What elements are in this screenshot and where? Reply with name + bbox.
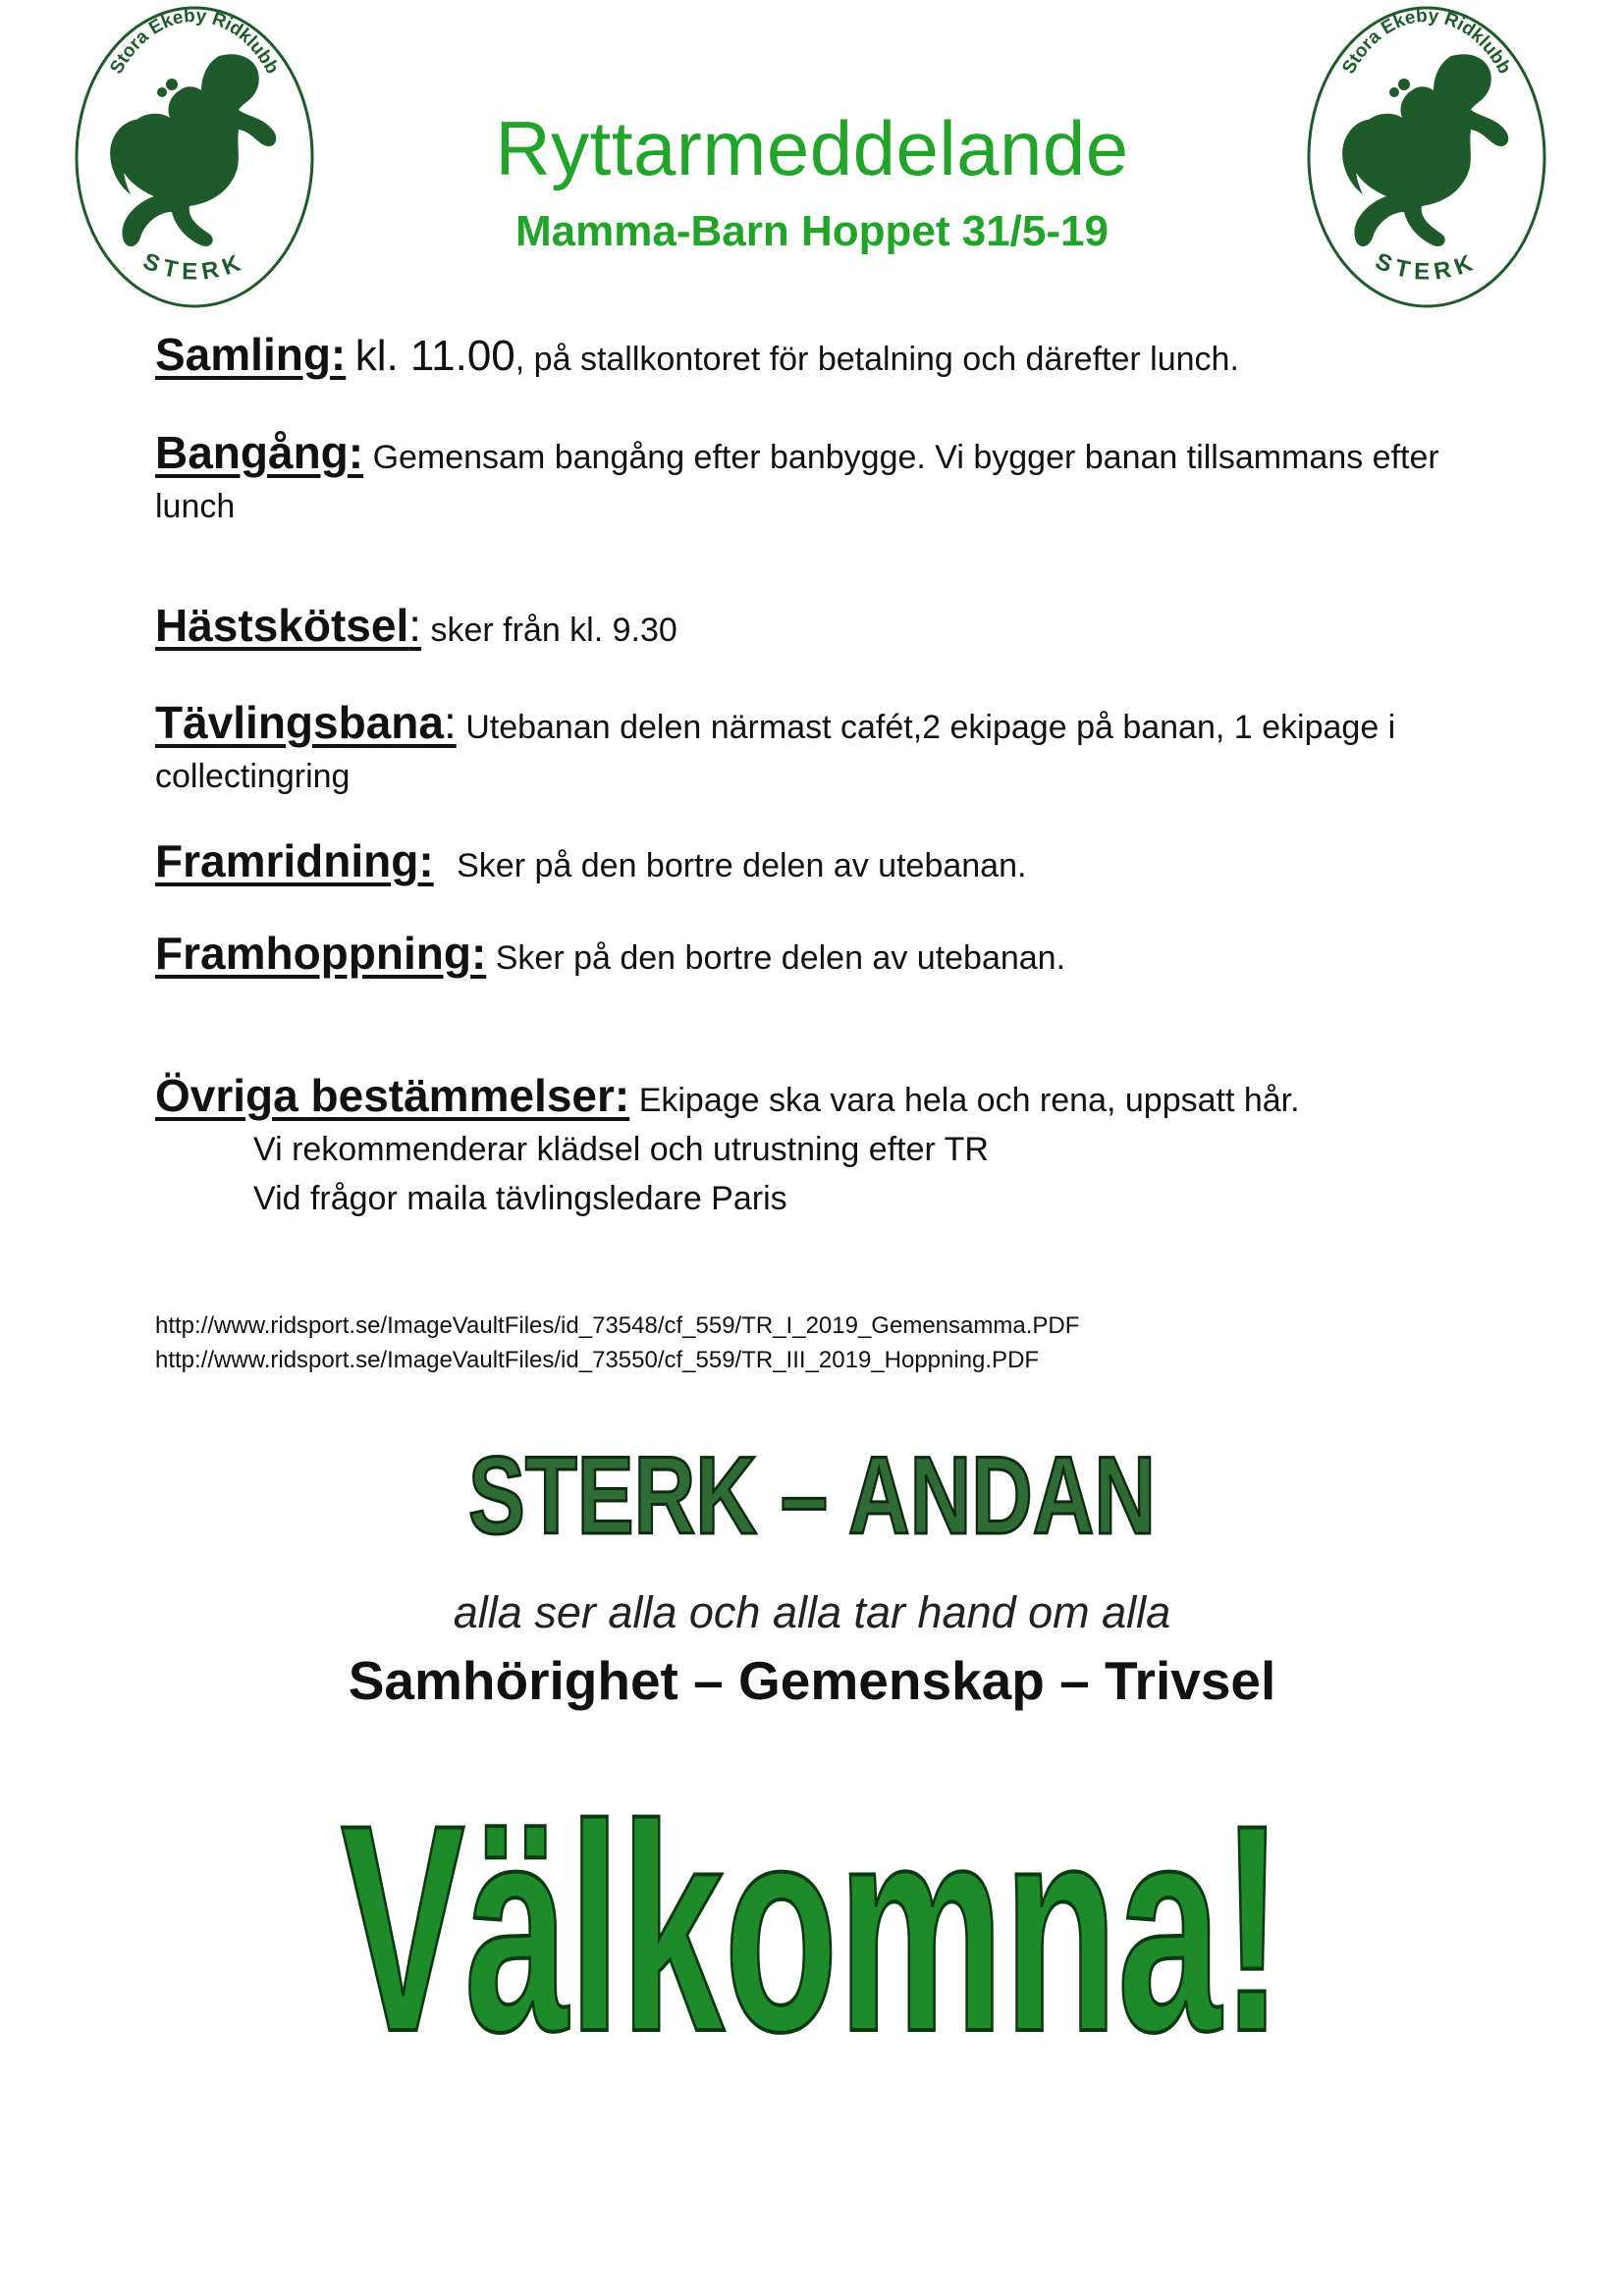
sterk-andan-text: STERK – ANDAN <box>468 1434 1156 1557</box>
section-samling <box>155 330 1487 384</box>
section-hastskotsel <box>155 601 1487 655</box>
logo-ring-text-top: Stora Ekeby Ridklubb <box>106 5 283 78</box>
logo-ring-text-bottom: STERK <box>138 247 250 286</box>
framhoppning-text: Sker på den bortre delen av utebanan. <box>495 939 1066 977</box>
logo-ring-text-bottom: STERK <box>1371 247 1483 286</box>
samling-label: Samling: <box>155 329 347 380</box>
tavlingsbana-text: Utebanan delen närmast cafét,2 ekipage på banan, 1 ekipage i collectingring <box>155 709 1396 795</box>
framridning-label: Framridning: <box>155 835 434 886</box>
motto-text: alla ser alla och alla tar hand om alla <box>453 1587 1171 1637</box>
logo-ring-text-top: Stora Ekeby Ridklubb <box>1338 5 1515 78</box>
welcome-text: Välkomna! <box>341 1763 1283 2093</box>
svg-text:Stora Ekeby Ridklubb <box>1338 6 1514 78</box>
values-text: Samhörighet – Gemenskap – Trivsel <box>348 1650 1276 1711</box>
section-framhoppning <box>155 929 1487 983</box>
bangang-label: Bangång: <box>155 427 364 478</box>
link-tr-hoppning[interactable]: http://www.ridsport.se/ImageVaultFiles/id_73550/cf_559/TR_III_2019_Hoppning.PDF <box>155 1347 1040 1373</box>
section-ovriga <box>155 1071 1487 1223</box>
svg-text:STERK <box>139 248 249 286</box>
sterk-andan-banner <box>0 1434 1624 1557</box>
welcome-banner <box>0 1763 1624 2093</box>
header <box>0 105 1624 255</box>
page-title: Ryttarmeddelande <box>495 105 1129 191</box>
section-tavlingsbana <box>155 698 1487 801</box>
ovriga-line3: Vid frågor maila tävlingsledare Paris <box>253 1180 787 1217</box>
ovriga-line1: Ekipage ska vara hela och rena, uppsatt hår. <box>638 1082 1300 1119</box>
link-tr-gemensamma[interactable]: http://www.ridsport.se/ImageVaultFiles/id_73548/cf_559/TR_I_2019_Gemensamma.PDF <box>155 1312 1080 1339</box>
hastskotsel-text: sker från kl. 9.30 <box>430 612 677 649</box>
samling-text: , på stallkontoret för betalning och därefter lunch. <box>514 341 1239 378</box>
framridning-text: Sker på den bortre delen av utebanan. <box>457 847 1027 884</box>
section-framridning <box>155 836 1487 890</box>
page-subtitle: Mamma-Barn Hoppet 31/5-19 <box>515 207 1109 255</box>
framhoppning-label: Framhoppning: <box>155 928 487 979</box>
svg-text:Stora Ekeby Ridklubb <box>106 6 282 78</box>
section-bangang <box>155 428 1487 531</box>
ovriga-label: Övriga bestämmelser: <box>155 1070 630 1121</box>
svg-text:STERK <box>1372 248 1482 286</box>
reference-links <box>155 1308 1079 1377</box>
ovriga-line2: Vi rekommenderar klädsel och utrustning efter TR <box>253 1131 989 1168</box>
tavlingsbana-label: Tävlingsbana: <box>155 697 457 748</box>
bangang-text: Gemensam bangång efter banbygge. Vi bygger banan tillsammans efter lunch <box>155 439 1439 525</box>
hastskotsel-label: Hästskötsel: <box>155 600 422 651</box>
samling-time: kl. 11.00 <box>354 332 515 380</box>
